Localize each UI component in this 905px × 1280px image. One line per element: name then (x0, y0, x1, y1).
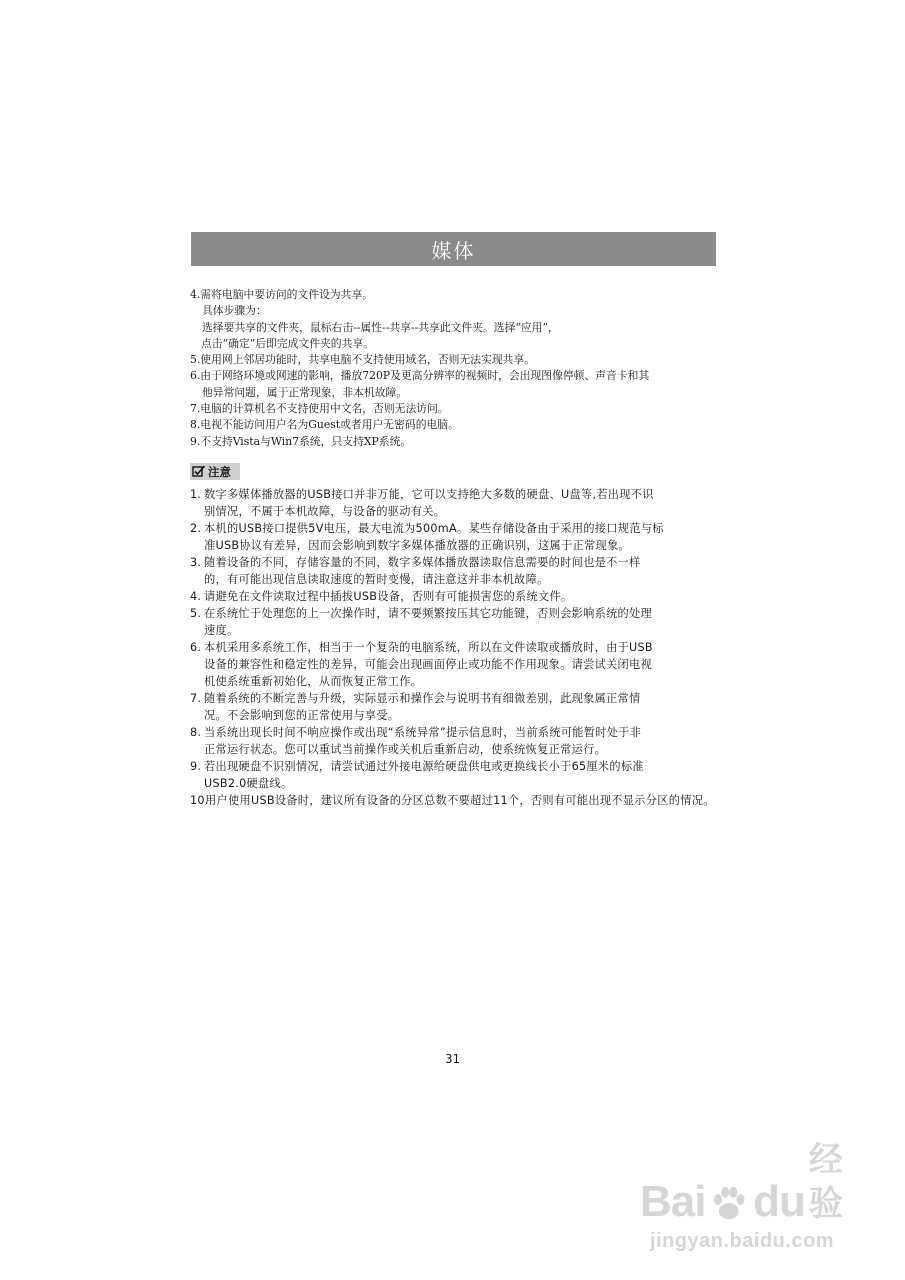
instruction-line: 具体步骤为： (202, 304, 267, 318)
instruction-line: 点击“确定”后即完成文件夹的共享。 (201, 336, 374, 350)
note-line: USB2.0硬盘线。 (204, 777, 293, 790)
note-item (190, 758, 730, 792)
note-line: 在系统忙于处理您的上一次操作时，请不要频繁按压其它功能键，否则会影响系统的处理 (204, 607, 653, 620)
instruction-line: 8.电视不能访问用户名为Guest或者用户无密码的电脑。 (190, 418, 459, 432)
note-item (190, 588, 730, 605)
note-item (190, 724, 730, 758)
note-line: 准USB协议有差异，因而会影响到数字多媒体播放器的正确识别，这属于正常现象。 (204, 539, 630, 552)
note-text (204, 520, 730, 554)
note-line: 正常运行状态。您可以重试当前操作或关机后重新启动，使系统恢复正常运行。 (204, 743, 607, 756)
baidu-jingyan-watermark (640, 1138, 870, 1258)
note-text (204, 690, 730, 724)
instruction-line: 6.由于网络环境或网速的影响，播放720P及更高分辨率的视频时，会出现图像停顿、声音卡和其 (190, 369, 650, 383)
paw-icon (709, 1182, 749, 1226)
note-line: 随着系统的不断完善与升级，实际显示和操作会与说明书有细微差别，此现象属正常情 (204, 692, 641, 705)
watermark-cn: 经验 (808, 1140, 843, 1224)
note-item (190, 520, 730, 554)
instruction-line: 选择要共享的文件夹，鼠标右击--属性--共享--共享此文件夹。选择“应用”， (202, 320, 559, 334)
note-line: 机使系统重新初始化，从而恢复正常工作。 (204, 675, 423, 688)
note-line: 本机采用多系统工作，相当于一个复杂的电脑系统，所以在文件读取或播放时，由于USB (204, 641, 653, 654)
note-line: 的，有可能出现信息读取速度的暂时变慢，请注意这并非本机故障。 (204, 573, 549, 586)
notice-badge (190, 463, 240, 480)
note-line: 当系统出现长时间不响应操作或出现“系统异常”提示信息时，当前系统可能暂时处于非 (204, 726, 642, 739)
notice-label: 注意 (208, 464, 231, 479)
note-number: 6. (190, 641, 202, 654)
section-title: 媒体 (431, 238, 476, 263)
instruction-line: 5.使用网上邻居功能时，共享电脑不支持使用域名，否则无法实现共享。 (190, 353, 536, 367)
note-number: 2. (190, 522, 202, 535)
watermark-latin-du: du (753, 1177, 805, 1226)
instruction-line: 4.需将电脑中要访问的文件设为共享。 (190, 288, 374, 301)
watermark-latin: Bai (640, 1177, 706, 1226)
note-text (204, 588, 730, 605)
note-text (204, 639, 730, 690)
instruction-line: 7.电脑的计算机名不支持使用中文名，否则无法访问。 (190, 402, 449, 416)
note-line: 设备的兼容性和稳定性的差异，可能会出现画面停止或功能不作用现象。请尝试关闭电视 (204, 658, 653, 671)
note-item (190, 639, 730, 690)
instruction-line: 他异常问题，属于正常现象，非本机故障。 (202, 385, 408, 399)
note-line: 请避免在文件读取过程中插拔USB设备，否则有可能损害您的系统文件。 (204, 590, 573, 603)
note-text (204, 605, 730, 639)
note-number: 1. (190, 488, 202, 501)
notes-list (190, 486, 730, 809)
note-number: 8. (190, 726, 202, 739)
note-text (204, 758, 730, 792)
page-number: 31 (445, 1052, 460, 1066)
note-item (190, 792, 730, 809)
section-header (191, 232, 716, 266)
note-text (205, 792, 730, 809)
note-line: 随着设备的不同，存储容量的不同，数字多媒体播放器读取信息需要的时间也是不一样 (204, 556, 641, 569)
note-item (190, 486, 730, 520)
watermark-url: jingyan.baidu.com (650, 1230, 835, 1252)
note-text (204, 724, 730, 758)
note-number: 9. (190, 760, 202, 773)
note-item (190, 605, 730, 639)
note-item (190, 554, 730, 588)
note-line: 数字多媒体播放器的USB接口并非万能，它可以支持绝大多数的硬盘、U盘等,若出现不识 (204, 488, 654, 501)
note-number: 10. (190, 794, 209, 807)
note-text (204, 554, 730, 588)
note-number: 5. (190, 607, 202, 620)
note-line: 用户使用USB设备时，建议所有设备的分区总数不要超过11个，否则有可能出现不显示分区的情况。 (205, 794, 715, 807)
instructions-list (190, 287, 730, 450)
note-number: 4. (190, 590, 202, 603)
note-line: 若出现硬盘不识别情况，请尝试通过外接电源给硬盘供电或更换线长小于65厘米的标准 (204, 760, 644, 773)
note-number: 7. (190, 692, 202, 705)
checkbox-pen-icon (192, 465, 206, 478)
note-item (190, 690, 730, 724)
note-text (204, 486, 730, 520)
note-line: 别情况，不属于本机故障，与设备的驱动有关。 (204, 505, 446, 518)
instruction-line: 9.不支持Vista与Win7系统，只支持XP系统。 (190, 434, 412, 448)
note-line: 速度。 (204, 624, 239, 637)
note-line: 本机的USB接口提供5V电压，最大电流为500mA。某些存储设备由于采用的接口规范与标 (204, 522, 664, 535)
note-line: 况。不会影响到您的正常使用与享受。 (204, 709, 400, 722)
note-number: 3. (190, 556, 202, 569)
